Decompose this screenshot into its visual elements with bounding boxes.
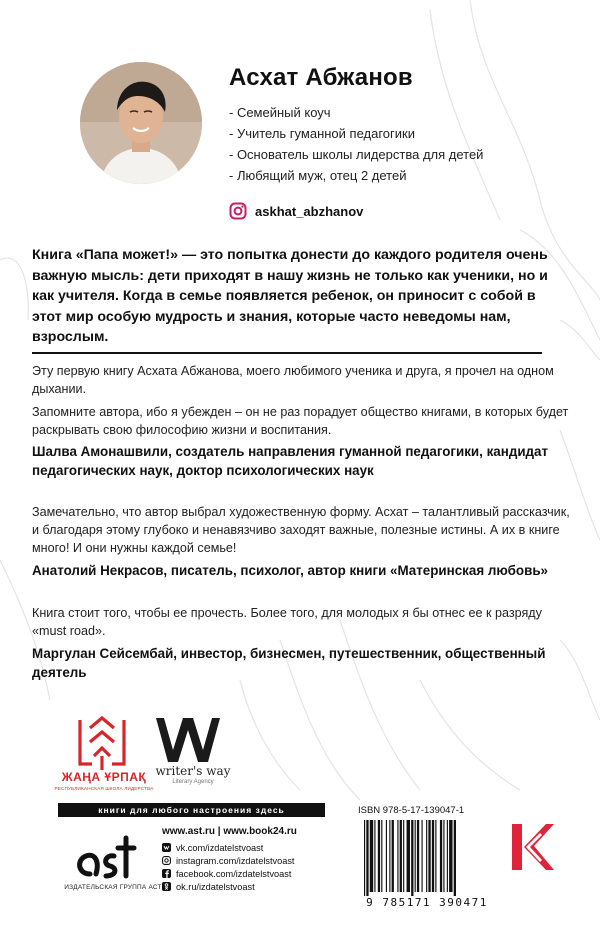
odnoklassniki-icon [162,882,171,891]
instagram-icon [162,856,171,865]
barcode-bar [428,820,430,892]
barcode-bar [411,820,413,896]
ast-logo-icon [72,834,138,880]
author-roles [229,102,483,186]
author-name: Асхат Абжанов [229,64,413,91]
barcode-image [358,818,498,896]
vk-icon [162,843,171,852]
quote-1-paragraph-2: Запомните автора, ибо я убежден – он не раз порадует общество книгами, в которых будет раскрывать свою философию жизни и воспитания. [32,405,569,437]
barcode-bar [381,820,382,892]
contact-facebook[interactable] [162,867,297,880]
publisher-websites[interactable]: www.ast.ru | www.book24.ru [162,826,297,837]
role-item: - Семейный коуч [229,105,331,120]
barcode-bar [374,820,375,892]
barcode-bar [370,820,373,892]
contact-instagram-text: instagram.com/izdatelstvoast [176,855,295,866]
writers-way-logo-icon [152,712,224,768]
contact-vk-text: vk.com/izdatelstvoast [176,842,264,853]
barcode-bar [366,820,368,896]
barcode-bar [426,820,427,892]
barcode-bar [422,820,423,892]
facebook-icon [162,869,171,878]
isbn: ISBN 978-5-17-139047-1 [358,805,465,816]
barcode-number: 9 785171 390471 [366,896,488,909]
quote-1-paragraph-1: Эту первую книгу Асхата Абжанова, моего любимого ученика и друга, я прочел на одном дыхании. [32,364,554,396]
writers-way-subtitle: Literary Agency [172,779,214,785]
contact-facebook-text: facebook.com/izdatelstvoast [176,868,292,879]
barcode-bar [443,820,444,892]
barcode-bar [440,820,442,892]
barcode-bar [389,820,390,892]
quote-2-signature: Анатолий Некрасов, писатель, психолог, автор книги «Материнская любовь» [32,563,548,578]
zhana-urpak-name: ЖАҢА ҰРПАҚ [61,770,147,784]
zhana-urpak-subtitle: РЕСПУБЛИКАНСКАЯ ШКОЛА ЛИДЕРСТВА [54,786,154,791]
barcode-bar [407,820,410,892]
publisher-contacts [162,826,297,893]
role-item: - Основатель школы лидерства для детей [229,147,484,162]
author-instagram[interactable] [229,201,363,221]
barcode-bar [415,820,416,892]
author-portrait-image [80,62,202,184]
barcode-bar [432,820,434,892]
writers-way-name: writer's way [155,764,231,778]
barcode-bar [447,820,448,892]
zhana-urpak-logo-icon [70,712,134,772]
barcode-bar [397,820,398,892]
slogan-band: книги для любого настроения здесь [58,803,325,817]
barcode-bar [417,820,419,892]
ast-caption: ИЗДАТЕЛЬСКАЯ ГРУППА АСТ [64,884,162,891]
lead-paragraph: Книга «Папа может!» — это попытка донести до каждого родителя очень важную мысль: дети приходят в нашу жизнь не только как ученики, но и как учителя. Когда в семье появляется ребенок, он приносит с собой в этот мир особую мудрость и знания, которые часто неведомы нам, взрослым. [32,247,548,345]
instagram-icon [229,202,247,220]
author-photo [80,62,202,184]
barcode-bar [364,820,365,896]
role-item: - Учитель гуманной педагогики [229,126,415,141]
contact-instagram[interactable] [162,854,297,867]
barcode-bar [378,820,380,892]
publisher-k-logo-icon [506,820,556,874]
barcode-bar [392,820,394,892]
contact-vk[interactable] [162,841,297,854]
barcode-bar [386,820,387,892]
barcode-bar [454,820,456,896]
barcode-bar [449,820,452,892]
role-item: - Любящий муж, отец 2 детей [229,168,407,183]
barcode-bar [403,820,404,892]
barcode-bar [435,820,436,892]
contact-ok-text: ok.ru/izdatelstvoast [176,881,255,892]
quote-2-paragraph: Замечательно, что автор выбрал художественную форму. Асхат – талантливый рассказчик, и благодаря этому глубоко и ненавязчиво заходят важные, полезные истины. А их в книге много! И они нужны каждой семье! [32,505,570,555]
barcode-bar [400,820,402,892]
instagram-handle: askhat_abzhanov [255,203,364,219]
quote-1-signature: Шалва Амонашвили, создатель направления гуманной педагогики, кандидат педагогических наук, доктор психологических наук [32,444,549,478]
contact-ok[interactable] [162,880,297,893]
divider [32,352,542,354]
quote-3-paragraph: Книга стоит того, чтобы ее прочесть. Более того, для молодых я бы отнес ее к разряду «must road». [32,606,542,638]
quote-3-signature: Маргулан Сейсембай, инвестор, бизнесмен, путешественник, общественный деятель [32,646,546,680]
